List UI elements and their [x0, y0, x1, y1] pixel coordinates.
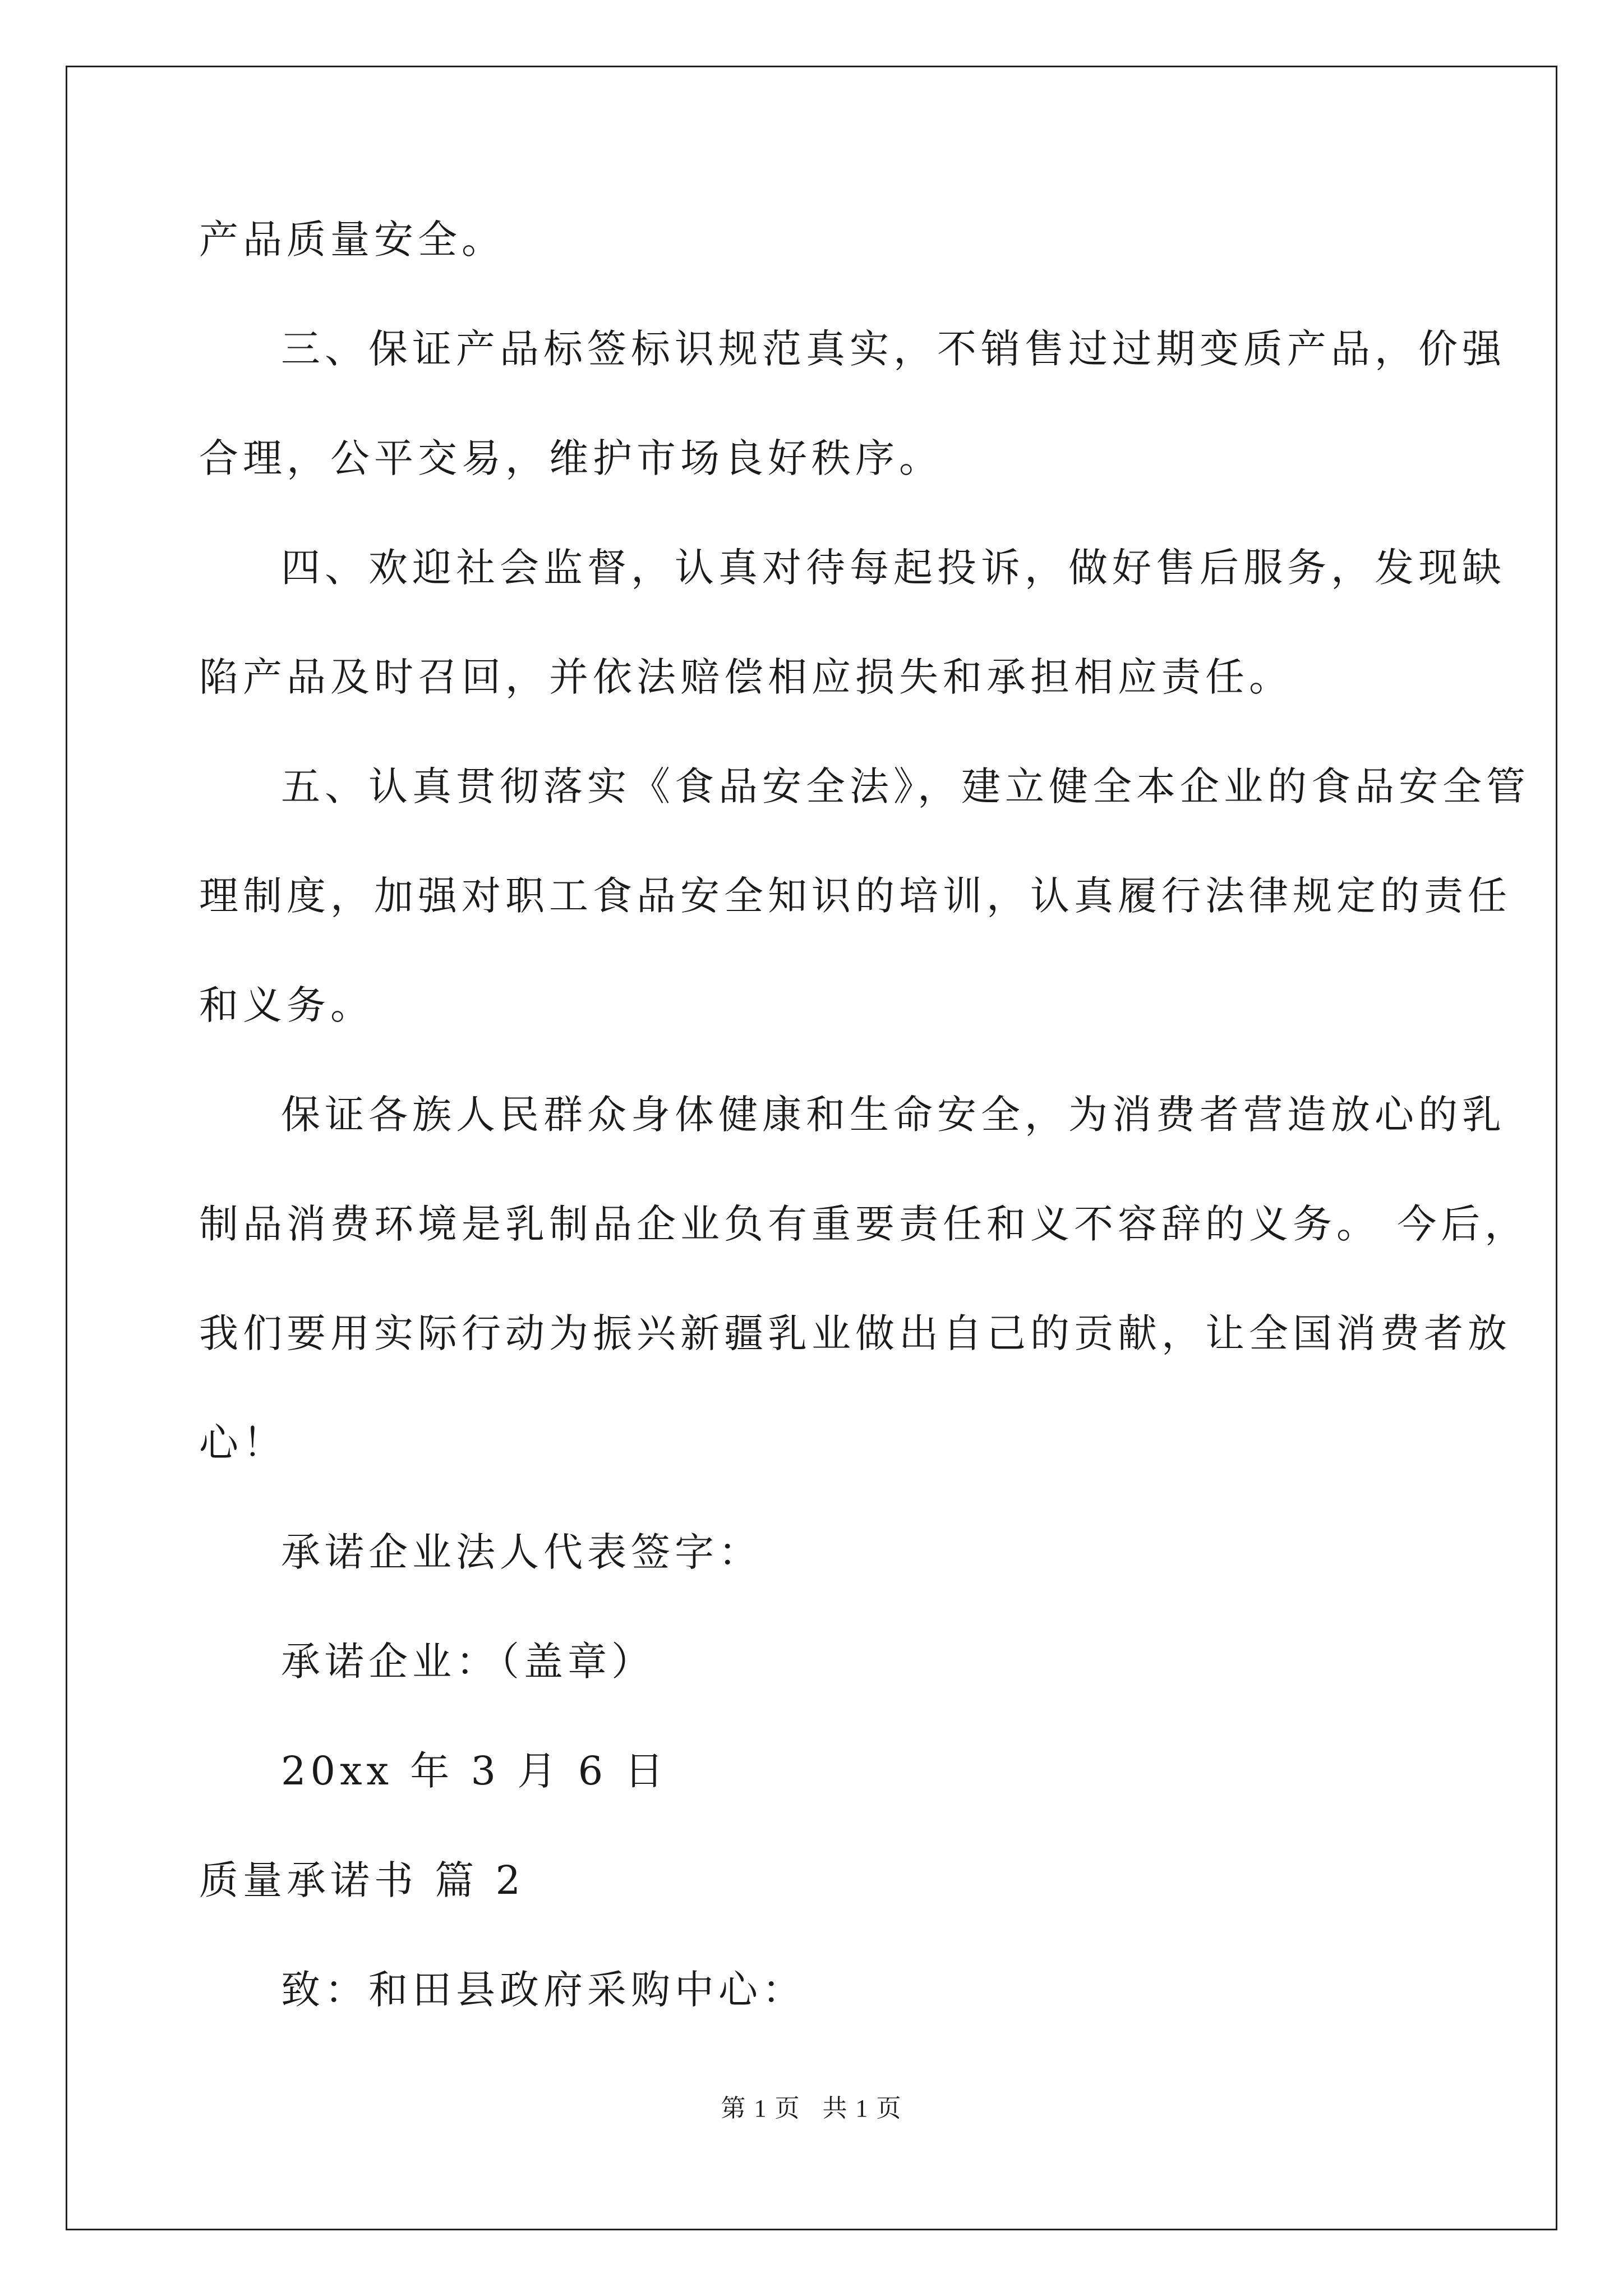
document-body — [199, 185, 1530, 2045]
text-line: 理制度，加强对职工食品安全知识的培训，认真履行法律规定的责任 — [199, 873, 1511, 919]
text-line: 四、欢迎社会监督，认真对待每起投诉，做好售后服务，发现缺 — [281, 545, 1506, 591]
addressee-line: 致：和田县政府采购中心： — [281, 1967, 806, 2013]
text-line: 制品消费环境是乳制品企业负有重要责任和义不容辞的义务。 今后， — [199, 1201, 1529, 1247]
document-date: 20xx 年 3 月 6 日 — [281, 1748, 668, 1794]
signature-label: 承诺企业法人代表签字： — [281, 1529, 762, 1575]
text-line: 五、认真贯彻落实《食品安全法》，建立健全本企业的食品安全管 — [281, 763, 1530, 809]
page-footer — [0, 2088, 1623, 2124]
text-line: 保证各族人民群众身体健康和生命安全，为消费者营造放心的乳 — [281, 1092, 1506, 1138]
section-title: 质量承诺书 篇 2 — [199, 1857, 525, 1903]
text-line: 产品质量安全。 — [199, 217, 505, 263]
text-line: 合理，公平交易，维护市场良好秩序。 — [199, 435, 943, 481]
company-seal-label: 承诺企业：（盖章） — [281, 1639, 655, 1685]
page-number: 第 1 页 共 1 页 — [721, 2095, 902, 2122]
text-line: 陷产品及时召回，并依法赔偿相应损失和承担相应责任。 — [199, 654, 1293, 700]
text-line: 心！ — [199, 1420, 287, 1466]
text-line: 和义务。 — [199, 982, 374, 1028]
text-line: 三、保证产品标签标识规范真实，不销售过过期变质产品，价强 — [281, 326, 1506, 372]
text-line: 我们要用实际行动为振兴新疆乳业做出自己的贡献，让全国消费者放 — [199, 1310, 1511, 1356]
